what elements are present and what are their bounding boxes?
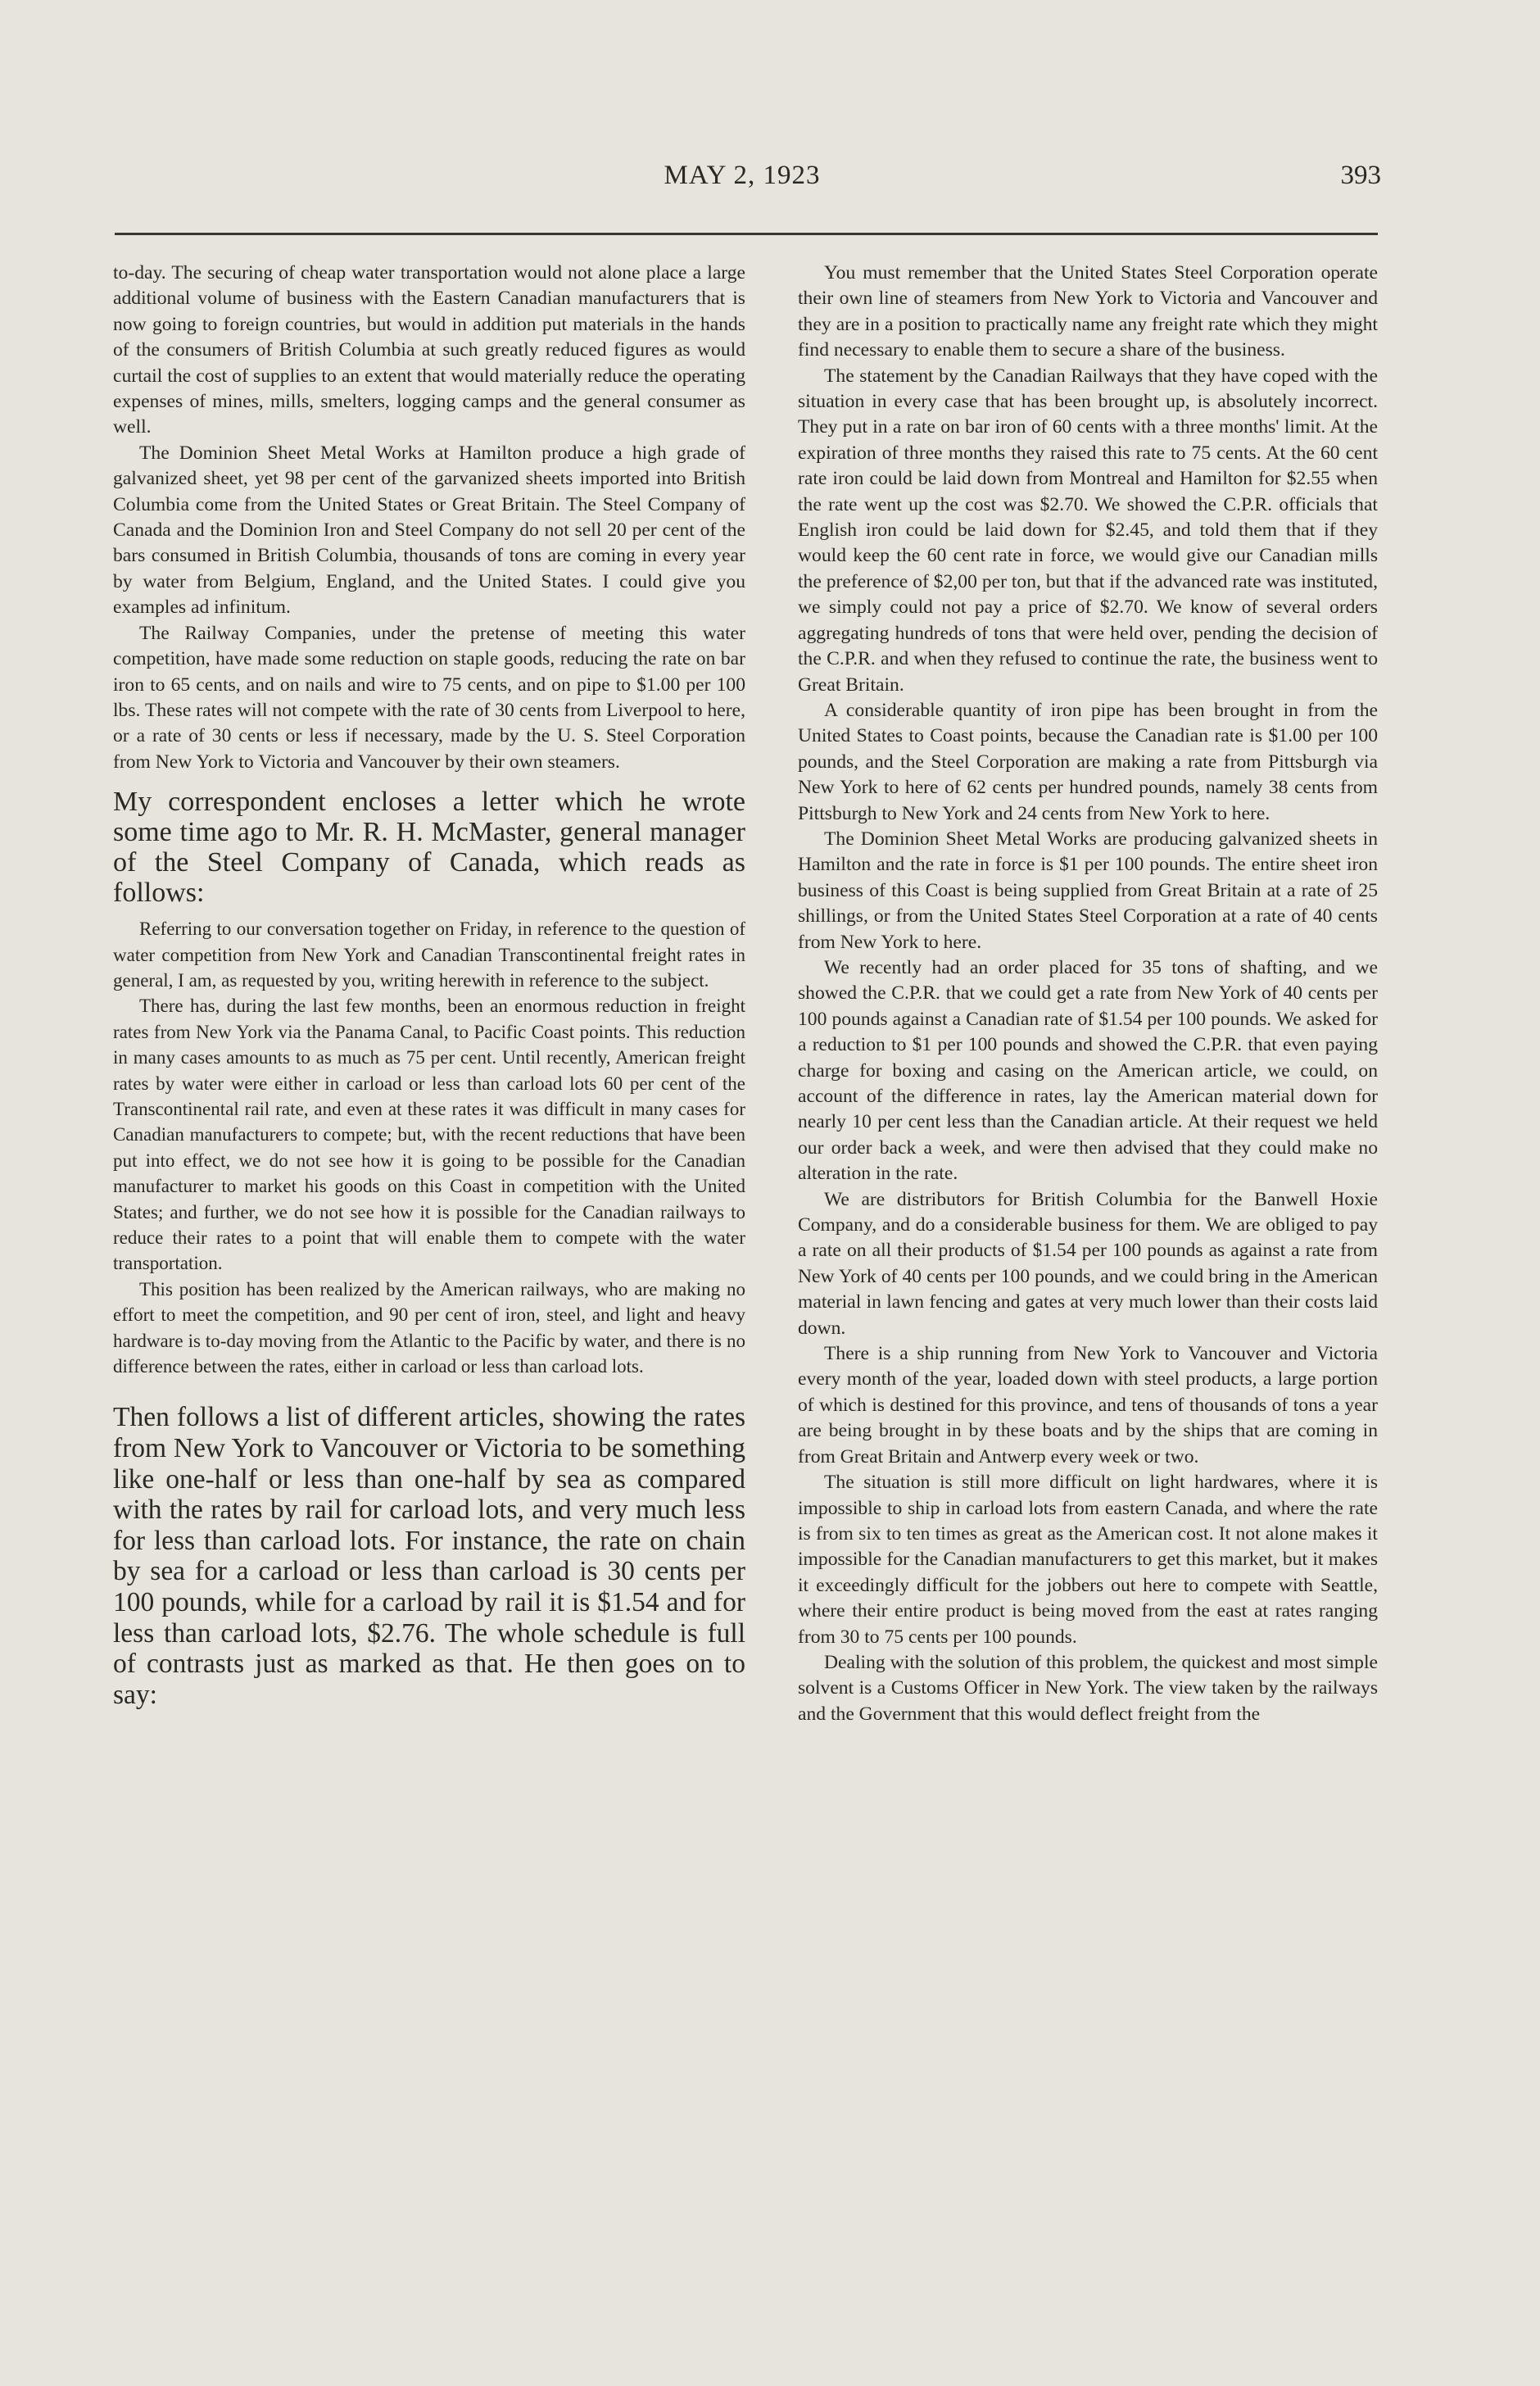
quoted-paragraph: Referring to our conversation together on Friday, in reference to the question of water competition from New York and Canadian Transcontinental freight rates in general, I am, as requested by you, writing herewith in reference to the subject.: [113, 919, 745, 991]
paragraph: The Dominion Sheet Metal Works at Hamilton produce a high grade of galvanized sheet, yet 98 per cent of the garvanized sheets imported into British Columbia come from the United States or Great Britain. The Steel Company of Canada and the Dominion Iron and Steel Company do not sell 20 per cent of the bars consumed in British Columbia, thousands of tons are coming in every year by water from Belgium, England, and the United States. I could give you examples ad infinitum.: [113, 442, 745, 619]
paragraph: to-day. The securing of cheap water transportation would not alone place a large additional volume of business with the Eastern Canadian manufacturers that is now going to foreign countries, but would in addition put materials in the hands of the consumers of British Columbia at such greatly reduced figures as would curtail the cost of supplies to an extent that would materially reduce the operating expenses of mines, mills, smelters, logging camps and the general consumer as well.: [113, 262, 745, 438]
page-number: 393: [1340, 161, 1381, 190]
quoted-paragraph: This position has been realized by the American railways, who are making no effort to meet the competition, and 90 per cent of iron, steel, and light and heavy hardware is to-day moving from the Atlantic to the Pacific by water, and there is no difference between the rates, either in carload or less than carload lots.: [113, 1278, 745, 1377]
header-rule: [115, 233, 1378, 235]
editorial-comment: My correspondent encloses a letter which he wrote some time ago to Mr. R. H. McMaster, general manager of the Steel Company of Canada, which reads as follows:: [113, 787, 745, 909]
paragraph: We are distributors for British Columbia for the Banwell Hoxie Company, and do a considerable business for them. We are obliged to pay a rate on all their products of $1.54 per 100 pounds as against a rate from New York of 40 cents per 100 pounds, and we could bring in the American material in lawn fencing and gates at very much lower than their costs laid down.: [798, 1188, 1378, 1339]
right-column: [798, 261, 1378, 1727]
paragraph: The Dominion Sheet Metal Works are producing galvanized sheets in Hamilton and the rate in force is $1 per 100 pounds. The entire sheet iron business of this Coast is being supplied from Great Britain at a rate of 25 shillings, or from the United States Steel Corporation at a rate of 40 cents from New York to here.: [798, 828, 1378, 953]
quoted-paragraph: There has, during the last few months, been an enormous reduction in freight rates from New York via the Panama Canal, to Pacific Coast points. This reduction in many cases amounts to as much as 75 per cent. Until recently, American freight rates by water were either in carload or less than carload lots 60 per cent of the Transcontinental rail rate, and even at these rates it was difficult in many cases for Canadian manufacturers to compete; but, with the recent reductions that have been put into effect, we do not see how it is going to be possible for the Canadian manufacturer to market his goods on this Coast in competition with the United States; and further, we do not see how it is possible for the Canadian railways to reduce their rates to a point that will enable them to compete with the water transportation.: [113, 996, 745, 1274]
paragraph: A considerable quantity of iron pipe has been brought in from the United States to Coast points, because the Canadian rate is $1.00 per 100 pounds, and the Steel Corporation are making a rate from Pittsburgh via New York to here of 62 cents per hundred pounds, namely 38 cents from Pittsburgh to New York and 24 cents from New York to here.: [798, 699, 1378, 824]
editorial-comment: Then follows a list of different articles, showing the rates from New York to Vancouver or Victoria to be something like one-half or less than one-half by sea as compared with the rates by rail for carload lots, and very much less for less than carload lots. For instance, the rate on chain by sea for a carload or less than carload is 30 cents per 100 pounds, while for a carload by rail it is $1.54 and for less than carload lots, $2.76. The whole schedule is full of contrasts just as marked as that. He then goes on to say:: [113, 1402, 745, 1710]
paragraph: We recently had an order placed for 35 tons of shafting, and we showed the C.P.R. that we could get a rate from New York of 40 cents per 100 pounds against a Canadian rate of $1.54 per 100 pounds. We asked for a reduction to $1 per 100 pounds and showed the C.P.R. that even paying charge for boxing and casing on the American article, we could, on account of the difference in rates, lay the American material down for nearly 10 per cent less than the Canadian article. At their request we held our order back a week, and were then advised that they could make no alteration in the rate.: [798, 956, 1378, 1185]
left-column: [113, 261, 745, 1710]
paragraph: Dealing with the solution of this problem, the quickest and most simple solvent is a Customs Officer in New York. The view taken by the railways and the Government that this would deflect freight from the: [798, 1651, 1378, 1725]
paragraph: There is a ship running from New York to Vancouver and Victoria every month of the year, loaded down with steel products, a large portion of which is destined for this province, and tens of thousands of tons a year are being brought in by these boats and by the ships that are coming in from Great Britain and Antwerp every week or two.: [798, 1343, 1378, 1467]
paragraph: The Railway Companies, under the pretense of meeting this water competition, have made some reduction on staple goods, reducing the rate on bar iron to 65 cents, and on nails and wire to 75 cents, and on pipe to $1.00 per 100 lbs. These rates will not compete with the rate of 30 cents from Liverpool to here, or a rate of 30 cents or less if necessary, made by the U. S. Steel Corporation from New York to Victoria and Vancouver by their own steamers.: [113, 622, 745, 773]
quoted-letter: [113, 916, 745, 1379]
paragraph: The situation is still more difficult on light hardwares, where it is impossible to ship in carload lots from eastern Canada, and where the rate is from six to ten times as great as the American cost. It not alone makes it impossible for the Canadian manufacturers to get this market, but it makes it exceedingly difficult for the jobbers out here to compete with Seattle, where their entire product is being moved from the east at rates ranging from 30 to 75 cents per 100 pounds.: [798, 1472, 1378, 1648]
paragraph: You must remember that the United States Steel Corporation operate their own line of steamers from New York to Victoria and Vancouver and they are in a position to practically name any freight rate which they might find necessary to enable them to secure a share of the business.: [798, 262, 1378, 361]
page-header: [103, 161, 1381, 210]
paragraph: The statement by the Canadian Railways that they have coped with the situation in every case that has been brought up, is absolutely incorrect. They put in a rate on bar iron of 60 cents with a three months' limit. At the expiration of three months they raised this rate to 75 cents. At the 60 cent rate iron could be laid down from Montreal and Hamilton for $2.55 when the rate went up the cost was $2.70. We showed the C.P.R. officials that English iron could be laid down for $2.45, and told them that if they would keep the 60 cent rate in force, we would give our Canadian mills the preference of $2,00 per ton, but that if the advanced rate was instituted, we simply could not pay a price of $2.70. We know of several orders aggregating hundreds of tons that were held over, pending the decision of the C.P.R. and when they refused to continue the rate, the business went to Great Britain.: [798, 365, 1378, 696]
issue-date: MAY 2, 1923: [664, 161, 821, 190]
